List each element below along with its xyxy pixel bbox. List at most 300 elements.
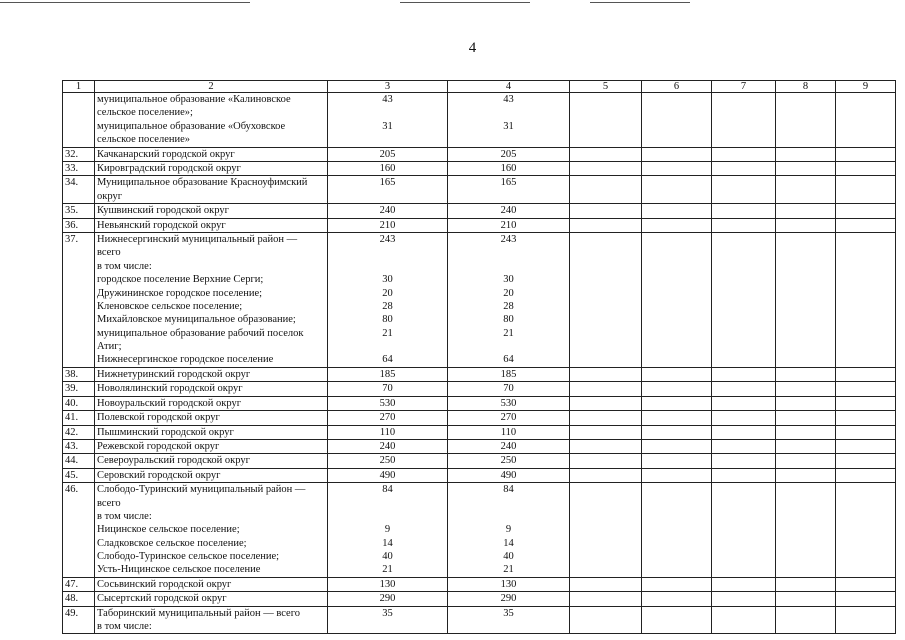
- empty-cell-col-9: [836, 577, 896, 591]
- value-line: 290: [500, 593, 517, 605]
- empty-cell-col-6: [642, 218, 712, 232]
- value-line: 21: [382, 564, 393, 576]
- empty-cell-col-6: [642, 468, 712, 482]
- name-line: Сладковское сельское поселение;: [97, 537, 247, 549]
- value-cell-c3: [328, 382, 448, 396]
- empty-cell-col-5: [570, 232, 642, 367]
- value-line: 70: [503, 383, 514, 395]
- value-line: 21: [382, 327, 393, 339]
- value-line: 490: [500, 469, 517, 481]
- municipality-name: [95, 483, 328, 578]
- name-line: Новолялинский городской округ: [97, 383, 243, 395]
- value-line: 130: [379, 578, 396, 590]
- value-cell-c4: [448, 577, 570, 591]
- value-line: [330, 190, 445, 203]
- value-line: 210: [500, 219, 517, 231]
- empty-cell-col-9: [836, 592, 896, 606]
- value-line: 40: [382, 551, 393, 563]
- value-line: 205: [379, 148, 396, 160]
- scan-edge-line-right: [590, 2, 690, 3]
- value-line: 21: [503, 564, 514, 576]
- name-line: округ: [97, 190, 123, 202]
- empty-cell-col-8: [776, 425, 836, 439]
- empty-cell-col-7: [712, 204, 776, 218]
- empty-cell-col-5: [570, 483, 642, 578]
- empty-cell-col-6: [642, 483, 712, 578]
- row-number: 46.: [63, 483, 95, 578]
- value-line: 160: [500, 162, 517, 174]
- value-line: 35: [503, 607, 514, 619]
- value-line: 31: [382, 120, 393, 132]
- value-line: 185: [500, 368, 517, 380]
- empty-cell-col-6: [642, 577, 712, 591]
- value-cell-c3: [328, 411, 448, 425]
- value-line: 9: [384, 524, 391, 536]
- empty-cell-col-7: [712, 468, 776, 482]
- value-line: 210: [379, 219, 396, 231]
- name-line: Слободо-Туринский муниципальный район —: [97, 484, 306, 496]
- empty-cell-col-7: [712, 396, 776, 410]
- value-line: 243: [379, 233, 396, 245]
- value-line: 530: [379, 397, 396, 409]
- name-line: Таборинский муниципальный район — всего: [97, 607, 300, 619]
- empty-cell-col-5: [570, 468, 642, 482]
- value-line: 270: [500, 412, 517, 424]
- table-row: [63, 93, 896, 148]
- empty-cell-col-9: [836, 606, 896, 634]
- municipality-name: [95, 577, 328, 591]
- empty-cell-col-8: [776, 411, 836, 425]
- empty-cell-col-5: [570, 439, 642, 453]
- empty-cell-col-9: [836, 204, 896, 218]
- value-line: [450, 260, 567, 273]
- value-line: 43: [382, 94, 393, 105]
- table-row: [63, 161, 896, 175]
- municipality-name: [95, 411, 328, 425]
- name-line: муниципальное образование «Обуховское: [97, 120, 286, 132]
- value-line: 80: [503, 314, 514, 326]
- value-line: 160: [379, 162, 396, 174]
- row-number: 38.: [63, 367, 95, 381]
- value-line: 40: [503, 551, 514, 563]
- municipality-name: [95, 147, 328, 161]
- municipality-name: [95, 606, 328, 634]
- empty-cell-col-5: [570, 411, 642, 425]
- row-number: 42.: [63, 425, 95, 439]
- value-line: 165: [500, 177, 517, 189]
- table-row: [63, 411, 896, 425]
- table-row: [63, 232, 896, 367]
- empty-cell-col-8: [776, 367, 836, 381]
- empty-cell-col-6: [642, 367, 712, 381]
- value-cell-c4: [448, 483, 570, 578]
- empty-cell-col-7: [712, 592, 776, 606]
- value-line: 185: [379, 368, 396, 380]
- header-cell: 7: [712, 81, 776, 93]
- value-line: 490: [379, 469, 396, 481]
- name-line: Усть-Ницинское сельское поселение: [97, 564, 261, 576]
- scan-edge-line-left: [0, 2, 250, 3]
- municipality-name: [95, 382, 328, 396]
- empty-cell-col-7: [712, 93, 776, 148]
- table-row: [63, 176, 896, 204]
- value-cell-c4: [448, 218, 570, 232]
- empty-cell-col-9: [836, 93, 896, 148]
- value-cell-c3: [328, 468, 448, 482]
- value-cell-c4: [448, 592, 570, 606]
- empty-cell-col-7: [712, 483, 776, 578]
- empty-cell-col-5: [570, 204, 642, 218]
- value-line: [330, 620, 445, 633]
- scan-edge-line-mid: [400, 2, 530, 3]
- value-line: 84: [382, 484, 393, 496]
- value-cell-c4: [448, 454, 570, 468]
- empty-cell-col-8: [776, 439, 836, 453]
- value-cell-c3: [328, 396, 448, 410]
- page-number: 4: [468, 40, 477, 56]
- name-line: всего: [97, 497, 121, 509]
- value-line: [330, 510, 445, 523]
- value-line: 110: [379, 426, 396, 438]
- row-number: 40.: [63, 396, 95, 410]
- empty-cell-col-9: [836, 468, 896, 482]
- value-line: [450, 190, 567, 203]
- name-line: Североуральский городской округ: [97, 455, 250, 467]
- value-line: 240: [500, 440, 517, 452]
- empty-cell-col-8: [776, 606, 836, 634]
- empty-cell-col-6: [642, 93, 712, 148]
- empty-cell-col-7: [712, 439, 776, 453]
- empty-cell-col-8: [776, 218, 836, 232]
- header-cell: 8: [776, 81, 836, 93]
- table-row: [63, 396, 896, 410]
- value-line: 64: [382, 354, 393, 366]
- empty-cell-col-9: [836, 483, 896, 578]
- empty-cell-col-7: [712, 577, 776, 591]
- empty-cell-col-9: [836, 425, 896, 439]
- value-cell-c3: [328, 147, 448, 161]
- value-line: 80: [382, 314, 393, 326]
- value-cell-c3: [328, 161, 448, 175]
- municipality-name: [95, 454, 328, 468]
- value-line: 205: [500, 148, 517, 160]
- table-row: [63, 468, 896, 482]
- value-line: 250: [500, 455, 517, 467]
- value-line: 30: [382, 274, 393, 286]
- value-line: 240: [379, 205, 396, 217]
- name-line: Полевской городской округ: [97, 412, 220, 424]
- empty-cell-col-9: [836, 411, 896, 425]
- empty-cell-col-7: [712, 161, 776, 175]
- empty-cell-col-8: [776, 454, 836, 468]
- empty-cell-col-7: [712, 367, 776, 381]
- table-row: [63, 204, 896, 218]
- value-cell-c4: [448, 468, 570, 482]
- value-line: 70: [382, 383, 393, 395]
- name-line: в том числе:: [97, 621, 152, 633]
- municipality-name: [95, 396, 328, 410]
- empty-cell-col-5: [570, 577, 642, 591]
- value-line: 20: [382, 287, 393, 299]
- value-line: [330, 246, 445, 259]
- name-line: Дружининское городское поселение;: [97, 287, 263, 299]
- empty-cell-col-9: [836, 147, 896, 161]
- municipality-name: [95, 439, 328, 453]
- name-line: всего: [97, 247, 121, 259]
- empty-cell-col-6: [642, 411, 712, 425]
- empty-cell-col-6: [642, 592, 712, 606]
- name-line: Режевской городской округ: [97, 440, 220, 452]
- value-line: [330, 340, 445, 353]
- empty-cell-col-8: [776, 232, 836, 367]
- empty-cell-col-5: [570, 606, 642, 634]
- empty-cell-col-6: [642, 147, 712, 161]
- name-line: Ницинское сельское поселение;: [97, 524, 240, 536]
- empty-cell-col-8: [776, 204, 836, 218]
- value-line: [330, 497, 445, 510]
- name-line: муниципальное образование рабочий поселок: [97, 327, 304, 339]
- value-cell-c3: [328, 93, 448, 148]
- value-cell-c4: [448, 606, 570, 634]
- allocation-table: [62, 80, 896, 634]
- value-line: 250: [379, 455, 396, 467]
- name-line: сельское поселение»;: [97, 107, 193, 119]
- header-cell: 5: [570, 81, 642, 93]
- row-number: 44.: [63, 454, 95, 468]
- value-line: [330, 106, 445, 119]
- empty-cell-col-7: [712, 147, 776, 161]
- municipality-name: [95, 176, 328, 204]
- value-line: 84: [503, 484, 514, 496]
- value-cell-c3: [328, 367, 448, 381]
- header-cell: 2: [95, 81, 328, 93]
- header-row: [63, 81, 896, 93]
- value-line: [450, 340, 567, 353]
- empty-cell-col-6: [642, 232, 712, 367]
- table-row: [63, 483, 896, 578]
- name-line: Сысертский городской округ: [97, 593, 227, 605]
- value-line: 31: [503, 120, 514, 132]
- header-cell: 6: [642, 81, 712, 93]
- value-line: 290: [379, 593, 396, 605]
- table-row: [63, 425, 896, 439]
- value-line: 130: [500, 578, 517, 590]
- value-cell-c4: [448, 176, 570, 204]
- value-line: 270: [379, 412, 396, 424]
- row-number: 32.: [63, 147, 95, 161]
- empty-cell-col-6: [642, 176, 712, 204]
- empty-cell-col-5: [570, 161, 642, 175]
- row-number: 39.: [63, 382, 95, 396]
- value-line: 165: [379, 177, 396, 189]
- empty-cell-col-5: [570, 176, 642, 204]
- value-line: 64: [503, 354, 514, 366]
- value-line: [450, 510, 567, 523]
- table-row: [63, 592, 896, 606]
- value-cell-c3: [328, 577, 448, 591]
- table-row: [63, 577, 896, 591]
- name-line: Невьянский городской округ: [97, 219, 226, 231]
- empty-cell-col-5: [570, 592, 642, 606]
- value-cell-c3: [328, 204, 448, 218]
- name-line: сельское поселение»: [97, 134, 190, 146]
- value-line: [450, 497, 567, 510]
- row-number: 49.: [63, 606, 95, 634]
- municipality-name: [95, 232, 328, 367]
- value-cell-c4: [448, 147, 570, 161]
- name-line: Нижнетуринский городской округ: [97, 368, 251, 380]
- value-line: 20: [503, 287, 514, 299]
- row-number: 34.: [63, 176, 95, 204]
- value-cell-c4: [448, 439, 570, 453]
- value-line: [450, 106, 567, 119]
- value-cell-c4: [448, 425, 570, 439]
- empty-cell-col-9: [836, 176, 896, 204]
- name-line: Кушвинский городской округ: [97, 205, 229, 217]
- name-line: Михайловское муниципальное образование;: [97, 314, 296, 326]
- header-cell: 4: [448, 81, 570, 93]
- empty-cell-col-5: [570, 425, 642, 439]
- value-line: 30: [503, 274, 514, 286]
- name-line: Атиг;: [97, 341, 122, 353]
- value-line: 35: [382, 607, 393, 619]
- municipality-name: [95, 218, 328, 232]
- table-row: [63, 218, 896, 232]
- value-cell-c3: [328, 592, 448, 606]
- empty-cell-col-8: [776, 161, 836, 175]
- header-cell: 3: [328, 81, 448, 93]
- row-number: 47.: [63, 577, 95, 591]
- value-line: 243: [500, 233, 517, 245]
- table-row: [63, 382, 896, 396]
- empty-cell-col-8: [776, 382, 836, 396]
- value-cell-c3: [328, 454, 448, 468]
- empty-cell-col-5: [570, 396, 642, 410]
- value-line: [450, 133, 567, 146]
- value-cell-c4: [448, 232, 570, 367]
- value-cell-c4: [448, 382, 570, 396]
- name-line: Нижнесергинский муниципальный район —: [97, 233, 298, 245]
- municipality-name: [95, 592, 328, 606]
- empty-cell-col-9: [836, 367, 896, 381]
- value-line: [450, 620, 567, 633]
- empty-cell-col-9: [836, 396, 896, 410]
- empty-cell-col-5: [570, 147, 642, 161]
- row-number: 41.: [63, 411, 95, 425]
- empty-cell-col-8: [776, 577, 836, 591]
- value-cell-c3: [328, 483, 448, 578]
- row-number: 43.: [63, 439, 95, 453]
- table-row: [63, 147, 896, 161]
- empty-cell-col-7: [712, 454, 776, 468]
- empty-cell-col-7: [712, 425, 776, 439]
- name-line: Нижнесергинское городское поселение: [97, 354, 274, 366]
- empty-cell-col-6: [642, 382, 712, 396]
- empty-cell-col-8: [776, 592, 836, 606]
- empty-cell-col-7: [712, 411, 776, 425]
- header-cell: 9: [836, 81, 896, 93]
- empty-cell-col-5: [570, 454, 642, 468]
- empty-cell-col-5: [570, 218, 642, 232]
- row-number: 36.: [63, 218, 95, 232]
- value-cell-c3: [328, 606, 448, 634]
- row-number: 48.: [63, 592, 95, 606]
- empty-cell-col-9: [836, 232, 896, 367]
- name-line: в том числе:: [97, 260, 152, 272]
- name-line: муниципальное образование «Калиновское: [97, 94, 291, 105]
- empty-cell-col-5: [570, 382, 642, 396]
- value-cell-c4: [448, 93, 570, 148]
- empty-cell-col-5: [570, 367, 642, 381]
- empty-cell-col-5: [570, 93, 642, 148]
- row-number: 45.: [63, 468, 95, 482]
- value-cell-c3: [328, 218, 448, 232]
- row-number: 37.: [63, 232, 95, 367]
- empty-cell-col-9: [836, 218, 896, 232]
- name-line: Новоуральский городской округ: [97, 397, 242, 409]
- empty-cell-col-7: [712, 218, 776, 232]
- empty-cell-col-9: [836, 454, 896, 468]
- name-line: Сосьвинский городской округ: [97, 578, 232, 590]
- name-line: Муниципальное образование Красноуфимский: [97, 177, 308, 189]
- empty-cell-col-6: [642, 161, 712, 175]
- value-cell-c4: [448, 396, 570, 410]
- value-cell-c4: [448, 161, 570, 175]
- municipality-name: [95, 468, 328, 482]
- empty-cell-col-8: [776, 176, 836, 204]
- municipality-name: [95, 93, 328, 148]
- empty-cell-col-7: [712, 176, 776, 204]
- municipality-name: [95, 425, 328, 439]
- name-line: Качканарский городской округ: [97, 148, 235, 160]
- value-line: [450, 246, 567, 259]
- empty-cell-col-8: [776, 483, 836, 578]
- header-cell: 1: [63, 81, 95, 93]
- table-row: [63, 454, 896, 468]
- value-line: 240: [500, 205, 517, 217]
- empty-cell-col-8: [776, 93, 836, 148]
- row-number: 35.: [63, 204, 95, 218]
- value-line: 28: [382, 300, 393, 312]
- empty-cell-col-9: [836, 439, 896, 453]
- municipality-name: [95, 204, 328, 218]
- value-line: 9: [505, 524, 512, 536]
- value-line: [330, 260, 445, 273]
- empty-cell-col-6: [642, 425, 712, 439]
- row-number: [63, 93, 95, 148]
- table-row: [63, 439, 896, 453]
- name-line: Серовский городской округ: [97, 469, 221, 481]
- value-line: 21: [503, 327, 514, 339]
- empty-cell-col-8: [776, 468, 836, 482]
- empty-cell-col-9: [836, 382, 896, 396]
- name-line: Пышминский городской округ: [97, 426, 234, 438]
- empty-cell-col-7: [712, 606, 776, 634]
- value-cell-c3: [328, 439, 448, 453]
- empty-cell-col-8: [776, 396, 836, 410]
- empty-cell-col-6: [642, 204, 712, 218]
- name-line: в том числе:: [97, 510, 152, 522]
- value-line: 110: [500, 426, 517, 438]
- value-cell-c4: [448, 411, 570, 425]
- empty-cell-col-7: [712, 382, 776, 396]
- value-line: [330, 133, 445, 146]
- value-line: 530: [500, 397, 517, 409]
- value-cell-c4: [448, 367, 570, 381]
- empty-cell-col-6: [642, 396, 712, 410]
- empty-cell-col-7: [712, 232, 776, 367]
- municipality-name: [95, 161, 328, 175]
